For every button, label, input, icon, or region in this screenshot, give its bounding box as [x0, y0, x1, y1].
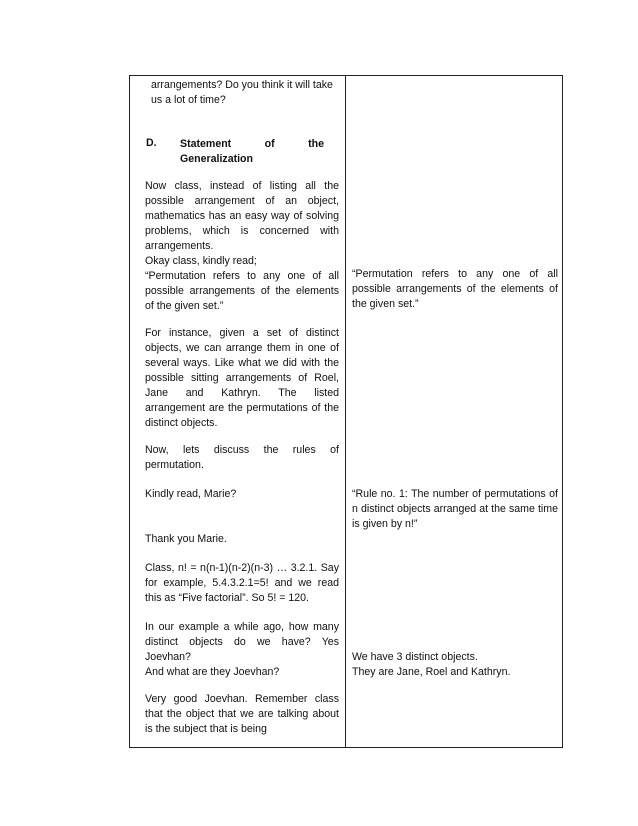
section-heading-line1: Statement of the: [180, 138, 324, 150]
response-permutation-definition: “Permutation refers to any one of all possible arrangements of the elements of the given set.”: [352, 268, 558, 310]
paragraph-permutation-intro: Now class, instead of listing all the possible arrangement of an object, mathematics has an easy way of solving problems, which is concerned with arrangements.: [145, 180, 339, 252]
paragraph-permutation-definition: “Permutation refers to any one of all possible arrangements of the elements of the given set.”: [145, 270, 339, 312]
generalization-intro: [145, 179, 339, 314]
paragraph-distinct-objects: For instance, given a set of distinct objects, we can arrange them in one of several ways. Like what we did with the possible sitting arrangements of Roel, Jane and Kathryn. The listed arrangement are the permutations of the distinct objects.: [145, 327, 339, 429]
paragraph-thank-you-marie: Thank you Marie.: [145, 533, 227, 545]
paragraph-how-many-objects: In our example a while ago, how many distinct objects do we have? Yes Joevhan?: [145, 621, 339, 663]
section-heading-line2: Generalization: [180, 153, 253, 165]
response-object-names: They are Jane, Roel and Kathryn.: [352, 666, 511, 678]
lesson-table: [129, 75, 563, 748]
response-three-objects: We have 3 distinct objects.: [352, 651, 478, 663]
paragraph-kindly-read: Okay class, kindly read;: [145, 255, 257, 267]
response-distinct-objects: [352, 650, 558, 680]
paragraph-factorial: Class, n! = n(n-1)(n-2)(n-3) … 3.2.1. Say for example, 5.4.3.2.1=5! and we read this as “Five factorial”. So 5! = 120.: [145, 562, 339, 604]
distinct-objects-question: [145, 620, 339, 680]
paragraph-very-good: Very good Joevhan. Remember class that the object that we are talking about is the subject that is being: [145, 693, 339, 735]
paragraph-arrangements-question: arrangements? Do you think it will take us a lot of time?: [151, 79, 333, 106]
paragraph-what-are-they: And what are they Joevhan?: [145, 666, 280, 678]
section-letter: D.: [146, 137, 157, 149]
paragraph-discuss-rules: Now, lets discuss the rules of permutation.: [145, 444, 339, 471]
response-rule-one: “Rule no. 1: The number of permutations of n distinct objects arranged at the same time is given by n!”: [352, 488, 558, 530]
column-divider: [345, 76, 346, 747]
paragraph-kindly-read-marie: Kindly read, Marie?: [145, 488, 237, 500]
